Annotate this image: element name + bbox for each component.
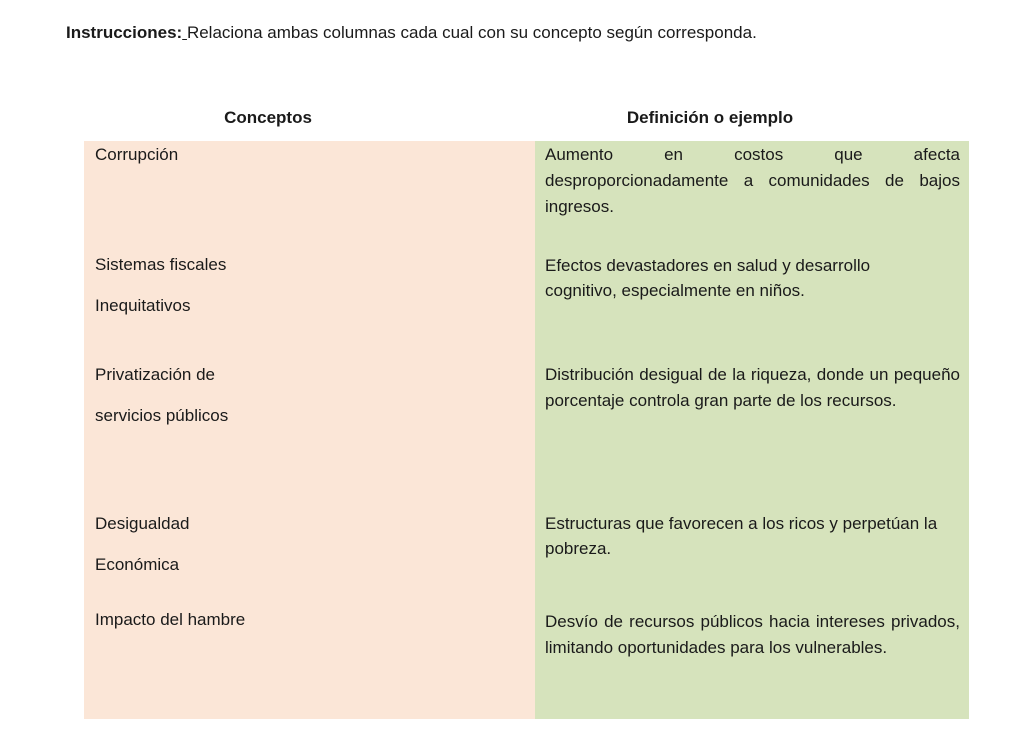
definition-item: Distribución desigual de la riqueza, donde un pequeño porcentaje controla gran parte de los recursos. — [545, 365, 960, 410]
concept-item — [95, 609, 245, 631]
concepts-header: Conceptos — [224, 108, 312, 127]
concept-label-continued: Inequitativos — [95, 296, 191, 315]
concept-label-continued: Económica — [95, 555, 180, 574]
concept-label: Sistemas fiscales — [95, 255, 227, 274]
definitions-header: Definición o ejemplo — [626, 108, 794, 127]
definition-item: Estructuras que favorecen a los ricos y perpetúan la pobreza. — [545, 514, 938, 558]
concept-item — [95, 364, 228, 427]
definition-item: Efectos devastadores en salud y desarrollo cognitivo, especialmente en niños. — [545, 256, 871, 300]
concept-label: Corrupción — [95, 145, 179, 164]
instructions-label: Instrucciones: — [66, 23, 183, 42]
definition-item: Desvío de recursos públicos hacia intereses privados, limitando oportunidades para los vulnerables. — [545, 612, 960, 657]
concept-item — [95, 513, 190, 576]
concept-item — [95, 254, 226, 317]
concepts-column — [84, 141, 535, 719]
concept-label: Impacto del hambre — [95, 610, 246, 629]
instructions — [66, 22, 757, 44]
instructions-text: Relaciona ambas columnas cada cual con su concepto según corresponda. — [186, 23, 757, 42]
concept-label: Desigualdad — [95, 514, 190, 533]
concept-label: Privatización de — [95, 365, 216, 384]
concept-item — [95, 144, 178, 166]
concept-label-continued: servicios públicos — [95, 406, 229, 425]
definition-item: Aumento en costos que afecta desproporcionadamente a comunidades de bajos ingresos. — [545, 145, 960, 216]
